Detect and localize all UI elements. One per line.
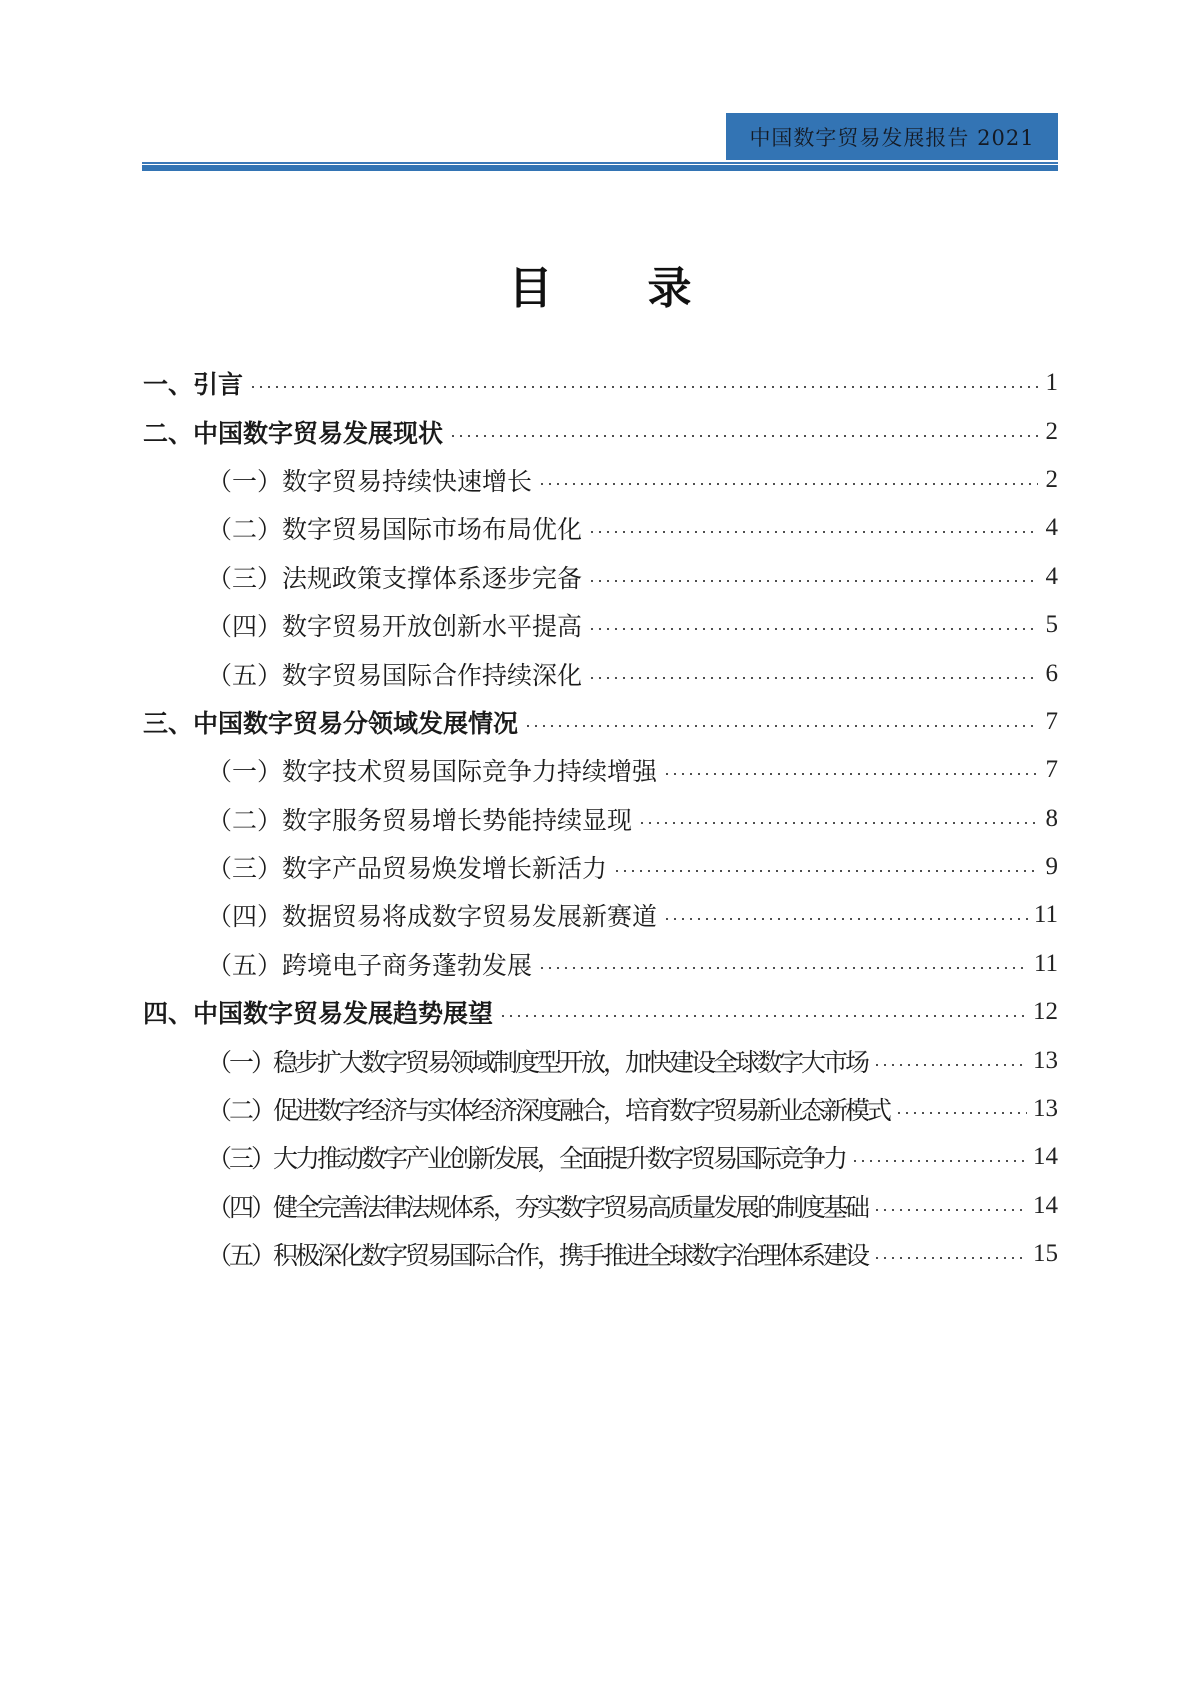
toc-entry-label: （五）跨境电子商务蓬勃发展	[207, 950, 533, 980]
dot-leader	[524, 725, 1038, 727]
dot-leader	[613, 870, 1038, 872]
toc-entry-page: 1	[1045, 369, 1058, 397]
toc-entry-label: 四、中国数字贸易发展趋势展望	[143, 999, 494, 1029]
page-title	[0, 252, 1200, 316]
dot-leader	[638, 822, 1038, 824]
toc-entry-label: （三）大力推动数字产业创新发展，全面提升数字贸易国际竞争力	[207, 1144, 846, 1174]
dot-leader	[873, 1064, 1027, 1066]
toc-entry[interactable]	[143, 843, 1058, 891]
toc-entry[interactable]	[143, 1036, 1058, 1084]
toc-entry-label: （四）数字贸易开放创新水平提高	[207, 612, 583, 642]
page-title-char-2: 录	[647, 263, 692, 314]
toc-entry-label: （五）积极深化数字贸易国际合作，携手推进全球数字治理体系建设	[207, 1241, 868, 1271]
dot-leader	[873, 1209, 1027, 1211]
toc-entry-page: 14	[1033, 1191, 1058, 1219]
toc-entry[interactable]	[143, 795, 1058, 843]
table-of-contents	[143, 359, 1058, 1278]
toc-entry-page: 8	[1045, 804, 1058, 832]
toc-entry-page: 6	[1045, 659, 1058, 687]
toc-entry[interactable]	[143, 407, 1058, 455]
toc-entry[interactable]	[143, 1230, 1058, 1278]
toc-entry[interactable]	[143, 601, 1058, 649]
dot-leader	[449, 435, 1038, 437]
dot-leader	[873, 1257, 1027, 1259]
toc-entry-label: （二）促进数字经济与实体经济深度融合，培育数字贸易新业态新模式	[207, 1096, 890, 1126]
toc-entry-page: 7	[1045, 756, 1058, 784]
dot-leader	[499, 1015, 1027, 1017]
toc-entry-page: 14	[1033, 1143, 1058, 1171]
toc-entry-page: 7	[1045, 707, 1058, 735]
dot-leader	[538, 967, 1028, 969]
report-header-badge	[726, 113, 1058, 160]
toc-entry-label: （一）数字贸易持续快速增长	[207, 466, 533, 496]
dot-leader	[663, 773, 1038, 775]
header-rule-thin	[142, 162, 1058, 164]
dot-leader	[851, 1160, 1027, 1162]
toc-entry-page: 2	[1045, 465, 1058, 493]
toc-entry-page: 4	[1045, 562, 1058, 590]
toc-entry[interactable]	[143, 456, 1058, 504]
toc-entry-label: （三）数字产品贸易焕发增长新活力	[207, 854, 608, 884]
toc-entry-page: 5	[1045, 611, 1058, 639]
toc-entry[interactable]	[143, 359, 1058, 407]
dot-leader	[249, 386, 1038, 388]
dot-leader	[588, 531, 1038, 533]
dot-leader	[588, 628, 1038, 630]
toc-entry-page: 9	[1045, 853, 1058, 881]
dot-leader	[663, 918, 1028, 920]
toc-entry-label: （二）数字贸易国际市场布局优化	[207, 515, 583, 545]
toc-entry[interactable]	[143, 504, 1058, 552]
toc-entry[interactable]	[143, 698, 1058, 746]
toc-entry-label: （四）健全完善法律法规体系，夯实数字贸易高质量发展的制度基础	[207, 1192, 868, 1222]
toc-entry-page: 4	[1045, 514, 1058, 542]
header-rule-thick	[142, 165, 1058, 171]
toc-entry-page: 12	[1033, 998, 1058, 1026]
toc-entry-page: 13	[1033, 1046, 1058, 1074]
toc-entry-label: 二、中国数字贸易发展现状	[143, 418, 444, 448]
toc-entry-page: 2	[1045, 417, 1058, 445]
toc-entry[interactable]	[143, 649, 1058, 697]
dot-leader	[588, 677, 1038, 679]
toc-entry-label: （三）法规政策支撑体系逐步完备	[207, 563, 583, 593]
toc-entry[interactable]	[143, 553, 1058, 601]
report-title: 中国数字贸易发展报告 2021	[749, 125, 1035, 150]
toc-entry[interactable]	[143, 1182, 1058, 1230]
toc-entry-label: （四）数据贸易将成数字贸易发展新赛道	[207, 902, 658, 932]
toc-entry[interactable]	[143, 940, 1058, 988]
toc-entry[interactable]	[143, 1085, 1058, 1133]
toc-entry-page: 15	[1033, 1240, 1058, 1268]
toc-entry-page: 11	[1033, 949, 1058, 977]
toc-entry-label: （一）稳步扩大数字贸易领域制度型开放，加快建设全球数字大市场	[207, 1047, 868, 1077]
toc-entry[interactable]	[143, 891, 1058, 939]
dot-leader	[588, 580, 1038, 582]
toc-entry-label: 一、引言	[143, 370, 244, 400]
toc-entry-page: 11	[1033, 901, 1058, 929]
dot-leader	[538, 483, 1038, 485]
toc-entry[interactable]	[143, 746, 1058, 794]
toc-entry[interactable]	[143, 988, 1058, 1036]
page-title-char-1: 目	[508, 263, 553, 314]
toc-entry-label: （五）数字贸易国际合作持续深化	[207, 660, 583, 690]
toc-entry-label: （一）数字技术贸易国际竞争力持续增强	[207, 757, 658, 787]
toc-entry-label: （二）数字服务贸易增长势能持续显现	[207, 805, 633, 835]
toc-entry[interactable]	[143, 1133, 1058, 1181]
toc-entry-label: 三、中国数字贸易分领域发展情况	[143, 708, 519, 738]
dot-leader	[895, 1112, 1027, 1114]
toc-entry-page: 13	[1033, 1095, 1058, 1123]
